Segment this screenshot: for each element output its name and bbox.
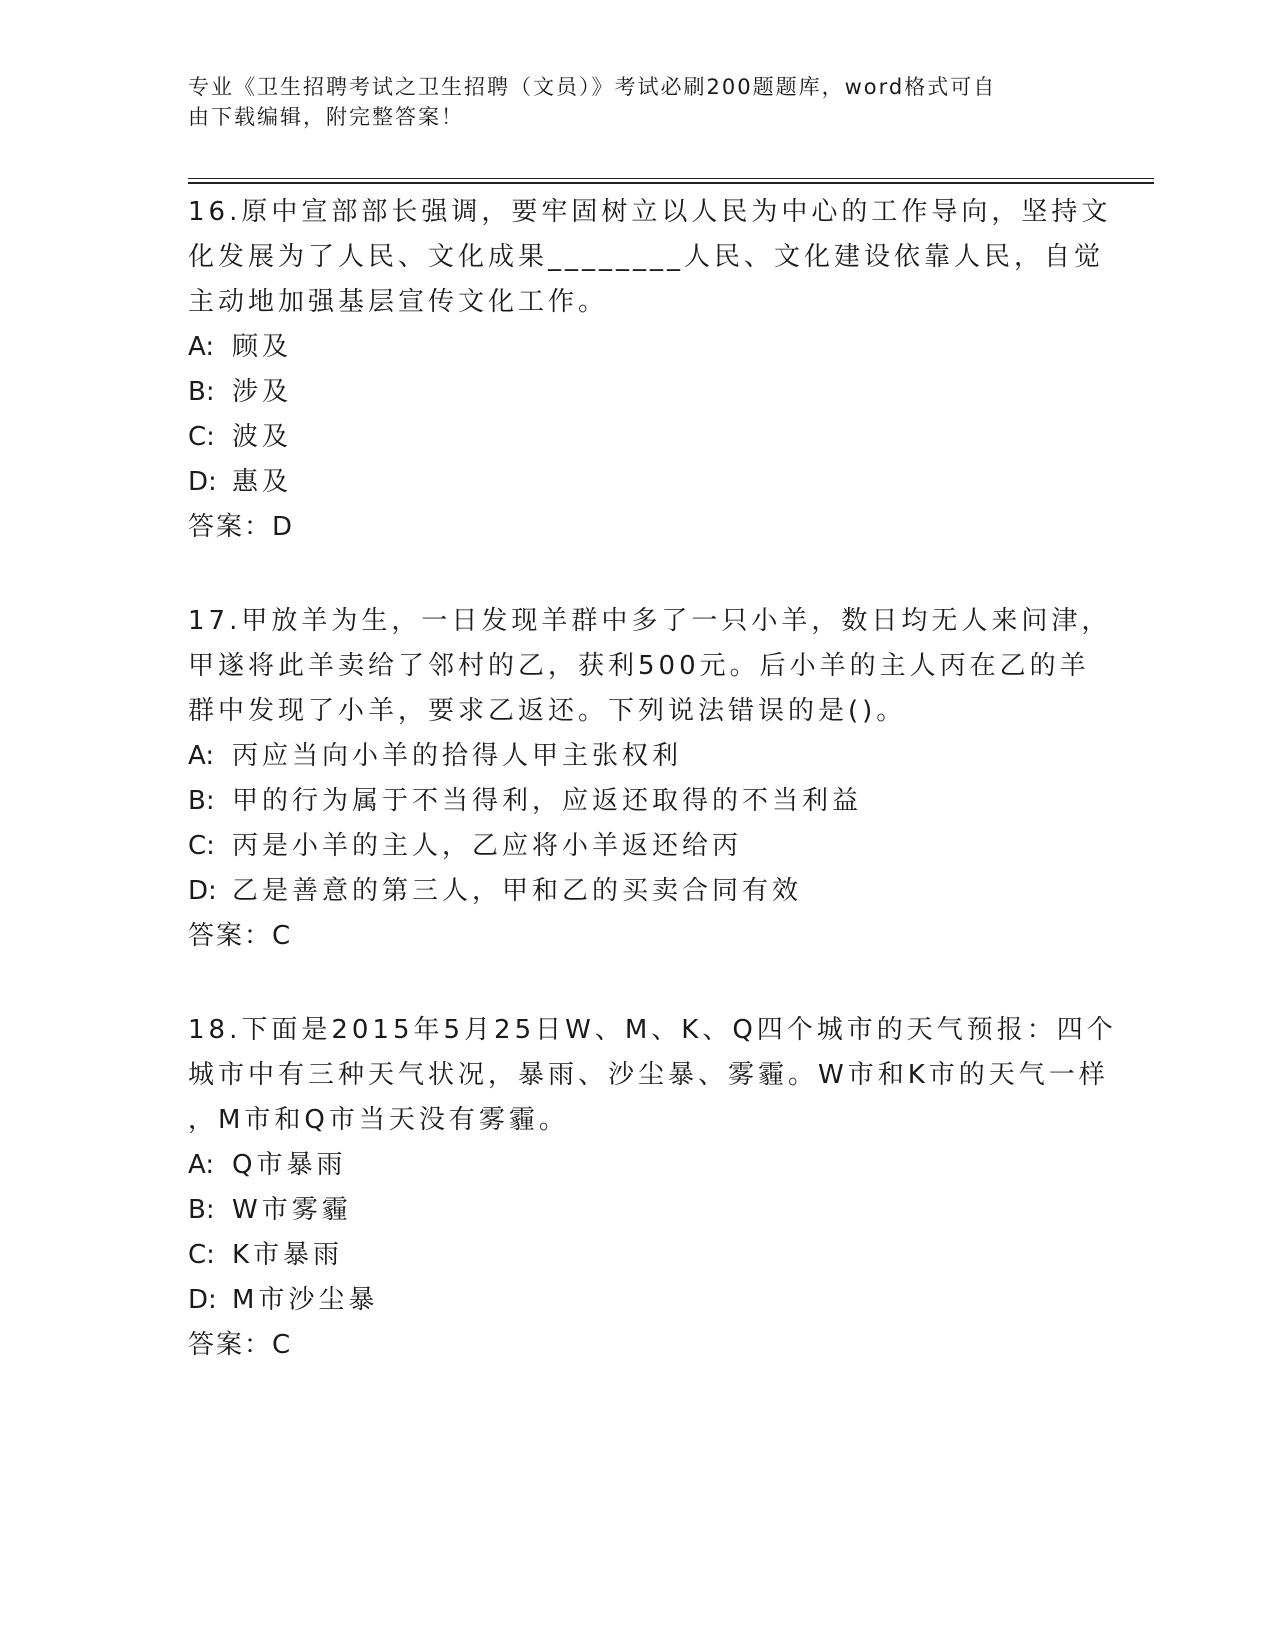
document-header (188, 72, 1068, 132)
option-letter: C: (188, 422, 215, 452)
option-d (188, 460, 1118, 505)
header-line-2: 由下载编辑，附完整答案！ (188, 105, 464, 129)
option-letter: D: (188, 467, 217, 497)
option-letter: A: (188, 741, 215, 771)
question-text-line: 16.原中宣部部长强调，要牢固树立以人民为中心的工作导向，坚持文 (188, 197, 1112, 227)
option-letter: C: (188, 1240, 215, 1270)
option-letter: C: (188, 831, 215, 861)
option-letter: B: (188, 377, 215, 407)
header-divider-thin (188, 178, 1154, 179)
question-text-line: 17.甲放羊为生，一日发现羊群中多了一只小羊，数日均无人来问津， (188, 606, 1112, 636)
header-divider-thick (188, 182, 1154, 184)
question-text-line: ，M市和Q市当天没有雾霾。 (188, 1105, 569, 1135)
option-letter: B: (188, 786, 215, 816)
question-text-line: 主动地加强基层宣传文化工作。 (188, 287, 609, 317)
answer-line: 答案：D (188, 512, 295, 542)
option-text: 顾及 (232, 332, 293, 362)
question-18 (188, 1008, 1118, 1368)
question-text-line: 城市中有三种天气状况，暴雨、沙尘暴、雾霾。W市和K市的天气一样 (188, 1060, 1109, 1090)
header-line-1: 专业《卫生招聘考试之卫生招聘（文员）》考试必刷200题题库，word格式可自 (188, 75, 997, 99)
option-d (188, 869, 1118, 914)
option-text: 丙是小羊的主人，乙应将小羊返还给丙 (232, 831, 743, 861)
answer-line: 答案：C (188, 1330, 293, 1360)
option-c (188, 415, 1118, 460)
option-a (188, 325, 1118, 370)
option-d (188, 1278, 1118, 1323)
option-a (188, 1143, 1118, 1188)
option-c (188, 824, 1118, 869)
option-letter: B: (188, 1195, 215, 1225)
option-c (188, 1233, 1118, 1278)
option-b (188, 779, 1118, 824)
option-text: 甲的行为属于不当得利，应返还取得的不当利益 (232, 786, 863, 816)
option-text: 乙是善意的第三人，甲和乙的买卖合同有效 (232, 876, 803, 906)
option-text: 涉及 (232, 377, 293, 407)
question-17 (188, 599, 1118, 959)
option-text: K市暴雨 (232, 1240, 344, 1270)
option-letter: A: (188, 1150, 215, 1180)
option-b (188, 1188, 1118, 1233)
question-16 (188, 190, 1118, 550)
option-text: Q市暴雨 (232, 1150, 347, 1180)
question-text-line: 甲遂将此羊卖给了邻村的乙，获利500元。后小羊的主人丙在乙的羊 (188, 651, 1090, 681)
option-text: W市雾霾 (232, 1195, 352, 1225)
question-text-line: 化发展为了人民、文化成果________人民、文化建设依靠人民，自觉 (188, 242, 1105, 272)
answer-line: 答案：C (188, 921, 293, 951)
option-letter: A: (188, 332, 215, 362)
option-text: 丙应当向小羊的拾得人甲主张权利 (232, 741, 683, 771)
option-text: M市沙尘暴 (232, 1285, 379, 1315)
option-letter: D: (188, 876, 217, 906)
question-text-line: 群中发现了小羊，要求乙返还。下列说法错误的是()。 (188, 696, 907, 726)
option-b (188, 370, 1118, 415)
question-text-line: 18.下面是2015年5月25日W、M、K、Q四个城市的天气预报：四个 (188, 1015, 1117, 1045)
option-a (188, 734, 1118, 779)
option-text: 波及 (232, 422, 293, 452)
option-text: 惠及 (232, 467, 293, 497)
option-letter: D: (188, 1285, 217, 1315)
